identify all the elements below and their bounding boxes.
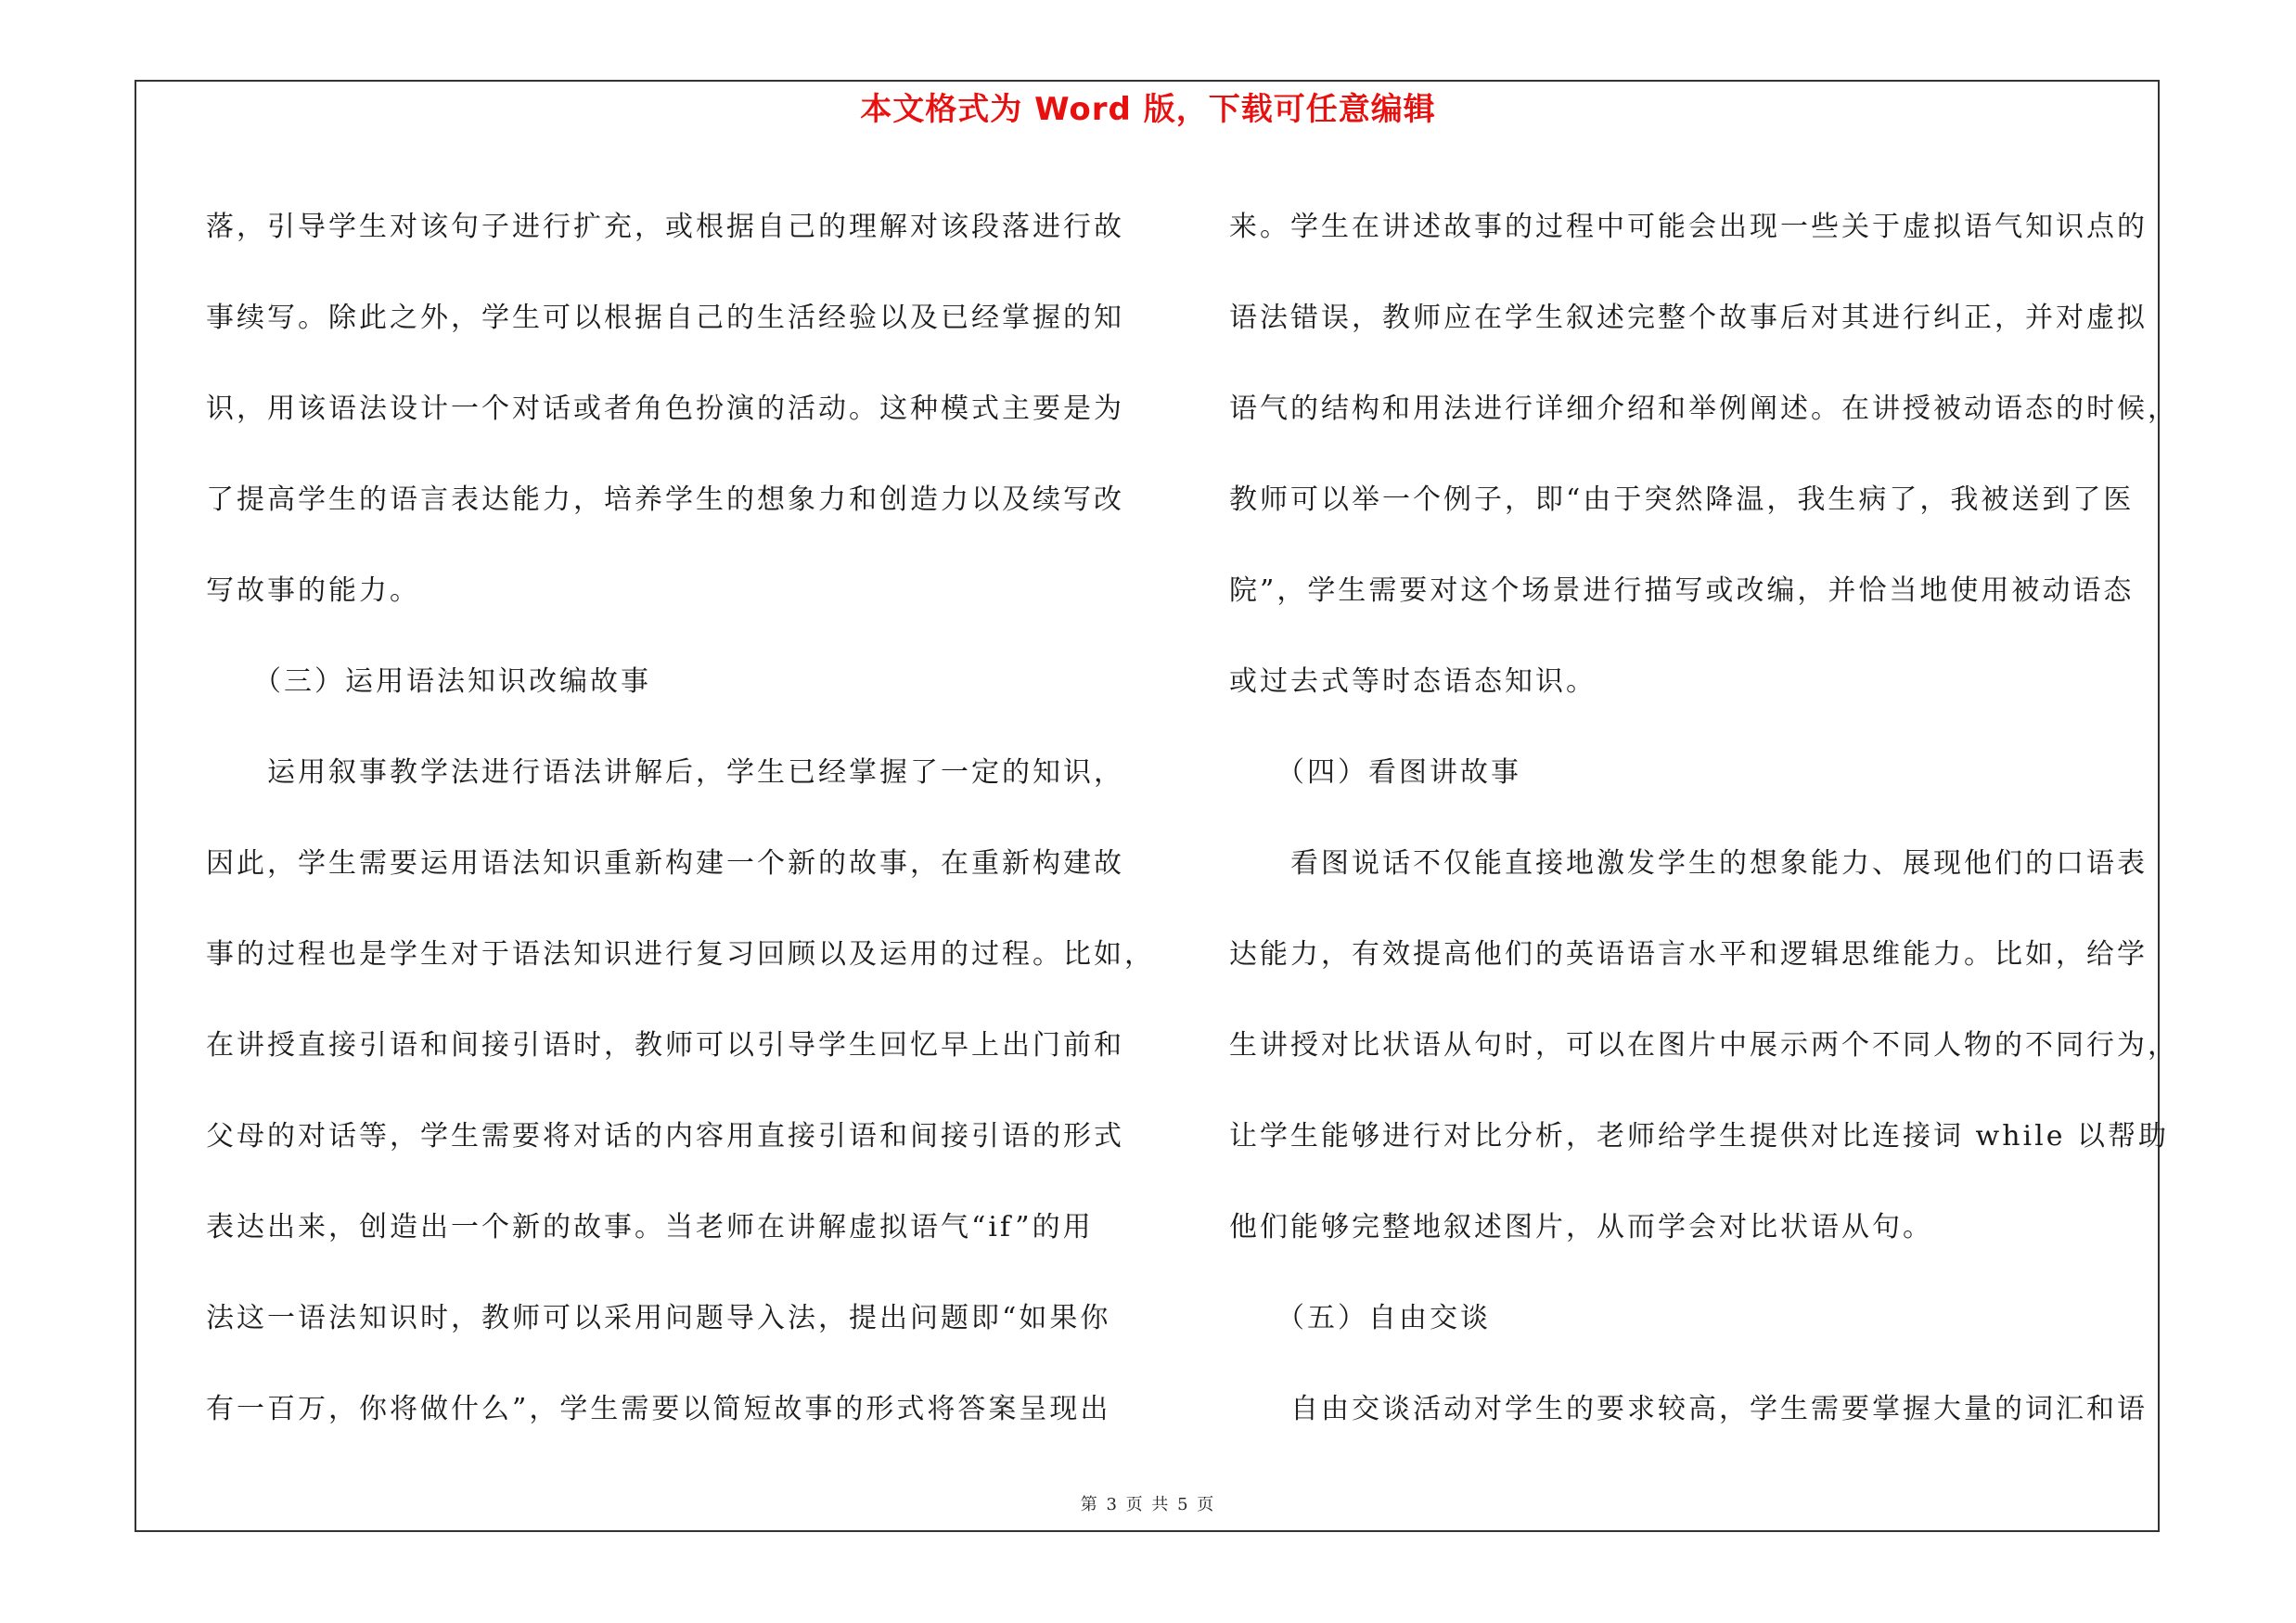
section-heading: （四）看图讲故事 (1229, 756, 1521, 789)
text-line: 运用叙事教学法进行语法讲解后，学生已经掌握了一定的知识， (206, 756, 1124, 789)
text-line: 他们能够完整地叙述图片，从而学会对比状语从句。 (1229, 1211, 1933, 1243)
text-line: 来。学生在讲述故事的过程中可能会出现一些关于虚拟语气知识点的 (1229, 211, 2148, 243)
text-line: 语气的结构和用法进行详细介绍和举例阐述。在讲授被动语态的时候， (1229, 393, 2178, 425)
text-line: 或过去式等时态语态知识。 (1229, 665, 1597, 698)
text-line: 生讲授对比状语从句时，可以在图片中展示两个不同人物的不同行为， (1229, 1029, 2178, 1062)
text-line: 识，用该语法设计一个对话或者角色扮演的活动。这种模式主要是为 (206, 393, 1124, 425)
left-column (206, 182, 1155, 1455)
text-line: 因此，学生需要运用语法知识重新构建一个新的故事，在重新构建故 (206, 847, 1124, 880)
text-line: 落，引导学生对该句子进行扩充，或根据自己的理解对该段落进行故 (206, 211, 1124, 243)
text-line: 在讲授直接引语和间接引语时，教师可以引导学生回忆早上出门前和 (206, 1029, 1124, 1062)
right-column (1229, 182, 2178, 1455)
text-line: 表达出来，创造出一个新的故事。当老师在讲解虚拟语气“if”的用 (206, 1211, 1094, 1243)
text-line: 看图说话不仅能直接地激发学生的想象能力、展现他们的口语表 (1229, 847, 2148, 880)
text-line: 自由交谈活动对学生的要求较高，学生需要掌握大量的词汇和语 (1229, 1393, 2148, 1425)
text-line: 有一百万，你将做什么”，学生需要以简短故事的形式将答案呈现出 (206, 1393, 1111, 1425)
text-line: 语法错误，教师应在学生叙述完整个故事后对其进行纠正，并对虚拟 (1229, 302, 2148, 334)
section-heading: （三）运用语法知识改编故事 (206, 665, 651, 698)
page-number: 第 3 页 共 5 页 (1080, 1495, 1216, 1514)
text-line: 达能力，有效提高他们的英语语言水平和逻辑思维能力。比如，给学 (1229, 938, 2148, 971)
text-line: 法这一语法知识时，教师可以采用问题导入法，提出问题即“如果你 (206, 1302, 1111, 1334)
text-line: 事续写。除此之外，学生可以根据自己的生活经验以及已经掌握的知 (206, 302, 1124, 334)
text-line: 院”，学生需要对这个场景进行描写或改编，并恰当地使用被动语态 (1229, 574, 2135, 607)
section-heading: （五）自由交谈 (1229, 1302, 1491, 1334)
format-notice: 本文格式为 Word 版，下载可任意编辑 (860, 91, 1436, 128)
text-line: 事的过程也是学生对于语法知识进行复习回顾以及运用的过程。比如， (206, 938, 1155, 971)
text-line: 父母的对话等，学生需要将对话的内容用直接引语和间接引语的形式 (206, 1120, 1124, 1153)
text-line: 让学生能够进行对比分析，老师给学生提供对比连接词 while 以帮助 (1229, 1120, 2170, 1153)
text-line: 教师可以举一个例子，即“由于突然降温，我生病了，我被送到了医 (1229, 483, 2135, 516)
text-line: 了提高学生的语言表达能力，培养学生的想象力和创造力以及续写改 (206, 483, 1124, 516)
text-line: 写故事的能力。 (206, 574, 420, 607)
